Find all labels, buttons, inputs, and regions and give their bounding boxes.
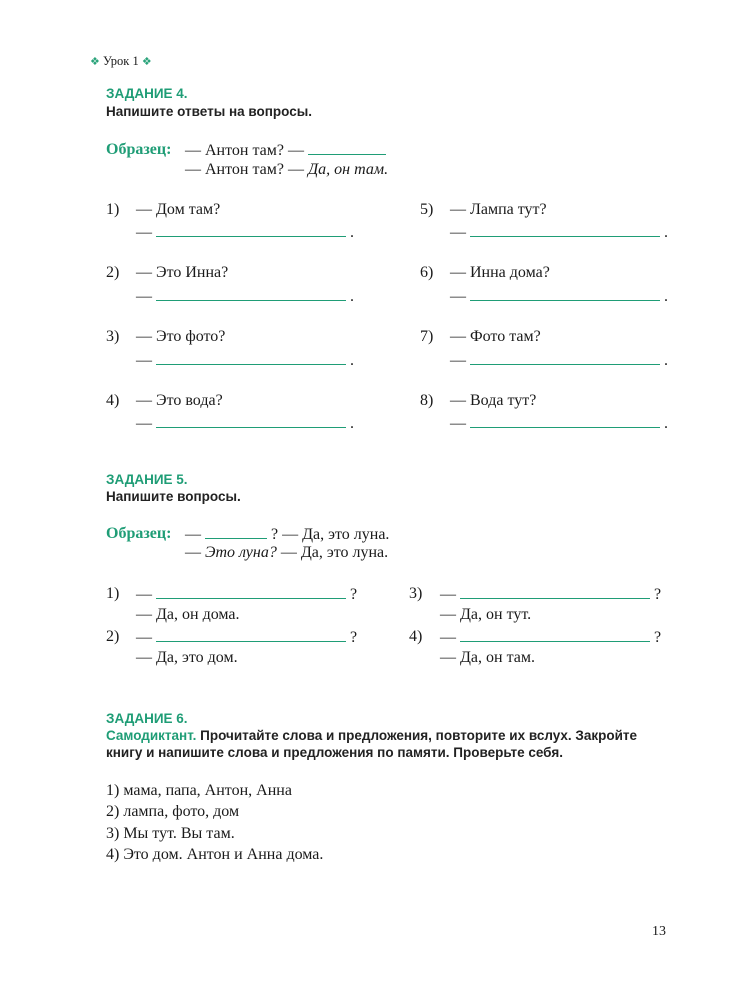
answer-blank[interactable] [156, 585, 346, 599]
task4-answer-line: — . [136, 415, 354, 432]
page-number: 13 [652, 924, 666, 939]
task6-line: 2) лампа, фото, дом [106, 803, 240, 820]
task5-answer: — Да, это дом. [136, 649, 238, 666]
answer-blank[interactable] [156, 223, 346, 237]
task4-title: ЗАДАНИЕ 4. [106, 86, 188, 101]
task6-instruction-line1: Самодиктант. Прочитайте слова и предложения, повторите их вслух. Закройте [106, 728, 638, 743]
task4-question: — Это вода? [136, 392, 223, 409]
task5-title: ЗАДАНИЕ 5. [106, 472, 188, 487]
task4-answer-line: — . [450, 415, 668, 432]
answer-blank[interactable] [460, 585, 650, 599]
task5-question-line: — ? [136, 586, 358, 603]
task5-sample-line1: — ? — Да, это луна. [185, 526, 390, 543]
task5-answer: — Да, он дома. [136, 606, 240, 623]
task5-answer: — Да, он там. [440, 649, 535, 666]
task6-line: 1) мама, папа, Антон, Анна [106, 782, 292, 799]
task5-sample-line2: — Это луна? — Да, это луна. [185, 544, 389, 561]
diamond-icon: ❖ [90, 56, 100, 68]
task5-question-line: — ? [136, 629, 358, 646]
diamond-icon: ❖ [141, 56, 152, 68]
task6-instruction-line2: книгу и напишите слова и предложения по памяти. Проверьте себя. [106, 745, 563, 760]
lesson-header [90, 54, 152, 69]
answer-blank[interactable] [156, 628, 346, 642]
answer-blank[interactable] [470, 287, 660, 301]
task5-instruction: Напишите вопросы. [106, 489, 241, 504]
task4-question: — Это фото? [136, 328, 226, 345]
task4-answer-line: — . [136, 224, 354, 241]
task4-question: — Инна дома? [450, 264, 550, 281]
task4-instruction: Напишите ответы на вопросы. [106, 104, 313, 119]
answer-blank[interactable] [470, 414, 660, 428]
task4-answer-line: — . [136, 352, 354, 369]
task4-answer-line: — . [136, 288, 354, 305]
answer-blank[interactable] [156, 351, 346, 365]
task4-question: — Это Инна? [136, 264, 229, 281]
task5-sample-label: Образец: [106, 525, 172, 542]
answer-blank[interactable] [460, 628, 650, 642]
answer-blank[interactable] [205, 525, 267, 539]
task5-question-line: — ? [440, 629, 662, 646]
answer-blank[interactable] [308, 141, 386, 155]
task4-answer-line: — . [450, 224, 668, 241]
task4-answer-line: — . [450, 352, 668, 369]
answer-blank[interactable] [156, 414, 346, 428]
lesson-label: Урок 1 [103, 54, 139, 68]
task4-sample-label: Образец: [106, 141, 172, 158]
task5-answer: — Да, он тут. [440, 606, 532, 623]
task4-question: — Дом там? [136, 201, 221, 218]
task4-question: — Вода тут? [450, 392, 537, 409]
task6-line: 3) Мы тут. Вы там. [106, 825, 235, 842]
task4-question: — Лампа тут? [450, 201, 547, 218]
task4-question: — Фото там? [450, 328, 541, 345]
task4-sample-line1: — Антон там? — [185, 141, 386, 160]
answer-blank[interactable] [470, 223, 660, 237]
task5-question-line: — ? [440, 586, 662, 603]
task4-answer-line: — . [450, 288, 668, 305]
task6-title: ЗАДАНИЕ 6. [106, 711, 188, 726]
answer-blank[interactable] [156, 287, 346, 301]
answer-blank[interactable] [470, 351, 660, 365]
task6-line: 4) Это дом. Антон и Анна дома. [106, 846, 324, 863]
task4-sample-line2: — Антон там? — Да, он там. [185, 161, 389, 178]
